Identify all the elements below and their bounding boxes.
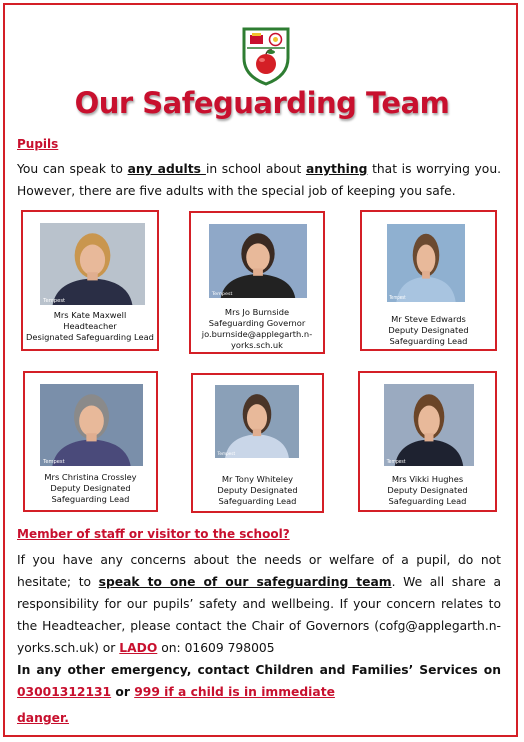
photo-watermark: Tempest xyxy=(43,458,65,465)
anything-emphasis: anything xyxy=(305,162,368,176)
team-card-steve-edwards xyxy=(360,210,497,351)
photo-jo-burnside xyxy=(209,224,307,298)
photo-vikki-hughes xyxy=(384,384,474,466)
role-tony-whiteley: Deputy Designated xyxy=(217,485,298,495)
children-services-phone: 03001312131 xyxy=(17,685,112,699)
role2-christina-crossley: Safeguarding Lead xyxy=(51,494,130,504)
lado-link: LADO xyxy=(119,641,158,655)
email-jo-burnside-line2: yorks.sch.uk xyxy=(230,340,283,350)
role-steve-edwards: Deputy Designated xyxy=(388,325,469,335)
team-card-jo-burnside xyxy=(189,211,325,354)
any-adults-emphasis: any adults xyxy=(127,162,206,176)
photo-christina-crossley xyxy=(40,384,143,466)
team-card-kate-maxwell xyxy=(21,210,159,351)
school-crest-logo xyxy=(241,26,291,86)
email-jo-burnside-line1: jo.burnside@applegarth.n- xyxy=(201,329,313,339)
staff-heading: Member of staff or visitor to the school? xyxy=(17,527,290,541)
emergency-paragraph: In any other emergency, contact Children and Families’ Services on 03001312131 or 999 if a child is in immediate xyxy=(17,663,501,699)
photo-tony-whiteley xyxy=(215,385,299,458)
pupils-paragraph: You can speak to any adults in school about anything that is worrying you. However, there are five adults with the special job of keeping you safe. xyxy=(17,162,502,198)
role-kate-maxwell: Headteacher xyxy=(63,321,117,331)
danger-line: danger. xyxy=(17,711,69,725)
name-steve-edwards: Mr Steve Edwards xyxy=(391,314,466,324)
page-title: Our Safeguarding Team xyxy=(74,86,450,120)
name-jo-burnside: Mrs Jo Burnside xyxy=(224,307,290,317)
photo-kate-maxwell xyxy=(40,223,145,305)
role2-vikki-hughes: Safeguarding Lead xyxy=(388,496,467,506)
role-jo-burnside: Safeguarding Governor xyxy=(208,318,306,328)
emergency-999-text: 999 if a child is in immediate xyxy=(134,685,335,699)
name-christina-crossley: Mrs Christina Crossley xyxy=(44,472,137,482)
role2-tony-whiteley: Safeguarding Lead xyxy=(218,496,297,506)
name-kate-maxwell: Mrs Kate Maxwell xyxy=(53,310,127,320)
speak-to-team-emphasis: speak to one of our safeguarding team xyxy=(98,575,392,589)
photo-watermark: Tempest xyxy=(217,452,236,458)
name-vikki-hughes: Mrs Vikki Hughes xyxy=(391,474,464,484)
team-card-vikki-hughes xyxy=(358,371,497,512)
photo-watermark: Tempest xyxy=(211,292,233,298)
role-vikki-hughes: Deputy Designated xyxy=(387,485,468,495)
photo-watermark: Tempest xyxy=(43,297,66,304)
photo-steve-edwards xyxy=(387,224,465,302)
team-card-tony-whiteley xyxy=(191,373,324,513)
photo-watermark: Tempest xyxy=(386,459,406,466)
role2-kate-maxwell: Designated Safeguarding Lead xyxy=(26,332,154,342)
role2-steve-edwards: Safeguarding Lead xyxy=(389,336,468,346)
photo-watermark: Tempest xyxy=(389,295,406,302)
team-card-christina-crossley xyxy=(23,371,158,512)
name-tony-whiteley: Mr Tony Whiteley xyxy=(221,474,294,484)
role-christina-crossley: Deputy Designated xyxy=(50,483,131,493)
pupils-heading: Pupils xyxy=(17,137,59,151)
staff-paragraph: If you have any concerns about the needs or welfare of a pupil, do not hesitate; to speak to one of our safeguarding team. We all share a responsibility for our pupils’ safety and wellbeing. If your concern relates to the Headteacher, please contact the Chair of Governors (cofg@applegarth.n-yorks.sch.uk) or LADO on: 01609 798005 xyxy=(17,553,501,655)
